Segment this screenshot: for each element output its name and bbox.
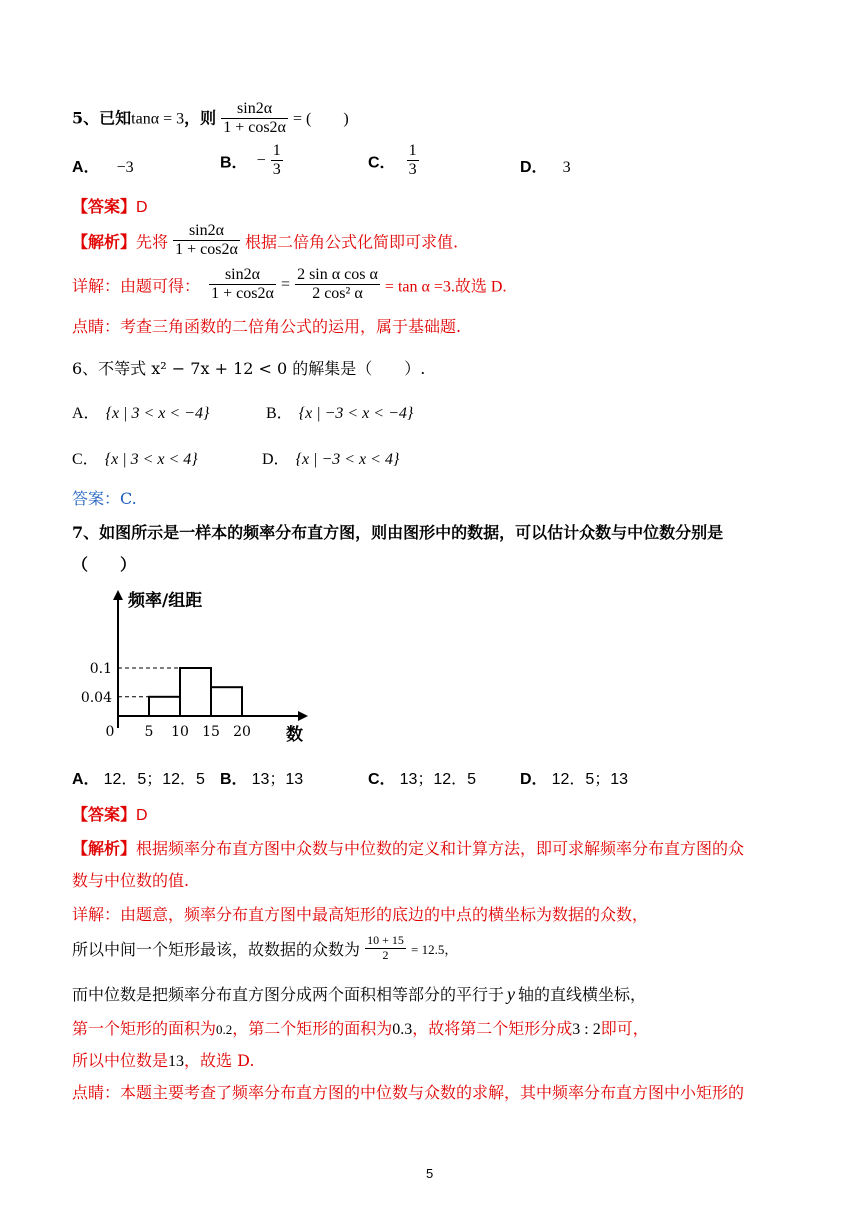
q7-detail-line4 xyxy=(72,1016,649,1039)
q5-detail-post: = tan α =3.故选 D. xyxy=(384,278,507,296)
q7-detail-line3-post: 轴的直线横坐标， xyxy=(518,985,647,1004)
q7-detail-line5-pre: 所以中位数是 xyxy=(72,1051,169,1070)
q5-analysis-pre: 先将 xyxy=(136,232,169,252)
q6-option-b-label: B． xyxy=(266,405,293,422)
q7-analysis-line1 xyxy=(72,836,744,859)
q5-detail-fraction-1 xyxy=(209,266,276,304)
q5-condition: tanα = 3 xyxy=(131,110,185,128)
q7-detail-line3 xyxy=(72,982,646,1005)
q7-detail-line2-denominator: 2 xyxy=(382,947,389,962)
q6-option-b xyxy=(266,400,413,423)
q6-option-d-label: D． xyxy=(262,451,290,468)
q7-detail-line2-fraction xyxy=(365,934,406,963)
q5-fraction-denominator: 1 + cos2α xyxy=(223,119,286,137)
q5-detail: 详解：由题可得： $\frac{\sin 2\alpha}{1 + \cos 2\alpha}$ = $\frac{\text{2 sin α cos α}}{\text{2 cos² α}}$ = tan α =3.故选 D. xyxy=(72,266,507,303)
q7-detail-line3-var: y xyxy=(507,984,516,1004)
q7-detail-line2-numerator: 10 + 15 xyxy=(367,933,404,947)
q5-comment: 点睛：考查三角函数的二倍角公式的运用，属于基础题. xyxy=(72,317,462,336)
q5-detail-fraction-2-denominator: 2 cos² α xyxy=(312,285,363,303)
q7-answer-tag: 【答案】 xyxy=(72,805,137,824)
q5-option-b-numerator: 1 xyxy=(271,142,283,161)
q5-answer-value: D xyxy=(136,199,148,216)
q7-detail-line4-v2: 0.3 xyxy=(392,1021,413,1038)
q7-option-d xyxy=(520,766,628,789)
q6-option-c-label: C． xyxy=(72,451,99,468)
q5-analysis xyxy=(72,222,458,260)
histogram-bar-1 xyxy=(149,697,180,716)
q7-option-b-label: B． xyxy=(220,771,248,788)
q7-detail-line2-pre: 所以中间一个矩形最该，故数据的众数为 xyxy=(72,939,361,959)
q5-option-b-label: B． xyxy=(220,154,248,172)
y-axis-label: 频率/组距 xyxy=(128,591,203,611)
q7-detail-line2 xyxy=(72,934,457,963)
q6-option-a-label: A． xyxy=(72,405,100,422)
page-number: 5 xyxy=(426,1166,434,1181)
q7-option-c-text: 13；12．5 xyxy=(399,771,477,788)
q7-option-d-text: 12．5；13 xyxy=(551,771,629,788)
x-axis-label: 数 xyxy=(286,725,303,745)
q6-stem: 6、不等式 x² − 7x + 12 < 0 的解集是（ ）. xyxy=(72,359,426,378)
q7-detail-line3-pre: 而中位数是把频率分布直方图分成两个面积相等部分的平行于 xyxy=(72,985,505,1004)
q6-option-d xyxy=(262,446,399,469)
q5-option-d xyxy=(520,154,571,177)
q7-option-c xyxy=(368,766,476,789)
q5-option-c-fraction xyxy=(407,142,419,180)
q5-analysis-fraction-numerator: sin2α xyxy=(173,222,240,241)
q6-option-c xyxy=(72,446,198,469)
q7-option-b xyxy=(220,766,303,789)
q5-detail-pre: 详解：由题可得： xyxy=(72,276,201,296)
x-tick-label: 10 xyxy=(171,724,189,740)
q5-detail-fraction-1-denominator: 1 + cos2α xyxy=(211,285,274,303)
q5-option-b-fraction xyxy=(271,142,283,180)
x-axis-arrow xyxy=(298,711,308,721)
q7-detail-line4-c: ，故将第二个矩形分成 xyxy=(412,1019,573,1038)
q6-option-d-text: {x | −3 < x < 4} xyxy=(295,451,400,468)
x-tick-label: 15 xyxy=(202,724,220,740)
q7-detail-line4-v1: 0.2 xyxy=(216,1022,233,1037)
y-axis-arrow xyxy=(113,590,123,600)
y-tick-label: 0.04 xyxy=(80,689,112,706)
q6-answer: 答案：C. xyxy=(72,489,137,508)
q7-comment: 点睛：本题主要考查了频率分布直方图的中位数与众数的求解，其中频率分布直方图中小矩形的 xyxy=(72,1083,745,1102)
q7-analysis-tag: 【解析】 xyxy=(72,839,137,858)
q5-analysis-tag: 【解析】 xyxy=(72,232,137,252)
q5-option-a xyxy=(72,154,134,177)
q5-option-a-label: A． xyxy=(72,159,100,176)
q5-option-c-numerator: 1 xyxy=(407,142,419,161)
q5-option-a-text: −3 xyxy=(116,159,134,176)
q7-option-a xyxy=(72,766,205,789)
q7-detail-line4-a: 第一个矩形的面积为 xyxy=(72,1019,217,1038)
q5-option-b xyxy=(220,142,283,180)
q6-option-c-text: {x | 3 < x < 4} xyxy=(104,451,198,468)
q5-option-b-denominator: 3 xyxy=(272,161,281,179)
histogram-bar-2 xyxy=(180,668,211,716)
histogram-chart xyxy=(72,586,312,756)
x-tick-label: 0 xyxy=(105,724,115,740)
y-tick-label: 0.1 xyxy=(89,661,112,677)
q7-detail-line1: 详解：由题意，频率分布直方图中最高矩形的底边的中点的横坐标为数据的众数， xyxy=(72,905,649,924)
q5-stem xyxy=(72,100,349,138)
q5-analysis-fraction xyxy=(173,222,240,260)
x-tick-label: 5 xyxy=(144,724,154,740)
q7-analysis-text1: 根据频率分布直方图中众数与中位数的定义和计算方法，即可求解频率分布直方图的众 xyxy=(136,839,745,858)
q5-option-c xyxy=(368,142,419,180)
q6-option-a-text: {x | 3 < x < −4} xyxy=(105,405,210,422)
q5-analysis-fraction-denominator: 1 + cos2α xyxy=(175,241,238,259)
q7-detail-line2-post: = 12.5， xyxy=(410,941,458,957)
q7-option-c-label: C． xyxy=(368,771,396,788)
q5-option-d-label: D． xyxy=(520,159,548,176)
q6-option-b-text: {x | −3 < x < −4} xyxy=(298,405,414,422)
q5-detail-fraction-2 xyxy=(295,266,380,304)
q7-detail-line4-v3: 3 : 2 xyxy=(572,1021,601,1038)
q5-fraction-numerator: sin2α xyxy=(221,100,288,119)
q7-answer xyxy=(72,802,148,825)
q7-option-b-text: 13；13 xyxy=(251,771,304,788)
q7-detail-line5-post: ，故选 D. xyxy=(184,1051,255,1070)
q5-option-d-text: 3 xyxy=(562,159,571,176)
q5-fraction xyxy=(221,100,288,138)
q5-answer xyxy=(72,194,148,217)
q5-detail-fraction-2-numerator: 2 sin α cos α xyxy=(295,266,380,285)
q7-analysis-line2: 数与中位数的值. xyxy=(72,871,190,890)
q7-option-a-text: 12．5；12．5 xyxy=(103,771,205,788)
q5-option-b-sign: − xyxy=(256,151,266,169)
q5-connector: ，则 xyxy=(184,108,217,128)
q7-detail-line5-value: 13 xyxy=(168,1053,185,1070)
q7-option-d-label: D． xyxy=(520,771,548,788)
q7-detail-line4-b: ，第二个矩形的面积为 xyxy=(232,1019,393,1038)
q5-answer-tag: 【答案】 xyxy=(72,197,137,216)
histogram-bar-3 xyxy=(211,687,242,716)
q5-detail-fraction-1-numerator: sin2α xyxy=(209,266,276,285)
q5-option-c-label: C． xyxy=(368,154,396,172)
q7-stem-line1: 7、如图所示是一样本的频率分布直方图，则由图形中的数据，可以估计众数与中位数分别是 xyxy=(72,523,724,542)
q5-tail: = ( ) xyxy=(293,110,349,128)
q5-number: 5、已知 xyxy=(72,108,132,128)
q7-answer-value: D xyxy=(136,807,148,824)
q7-detail-line5 xyxy=(72,1048,254,1071)
x-tick-label: 20 xyxy=(233,724,251,740)
q5-analysis-post: 根据二倍角公式化简即可求值. xyxy=(244,232,459,252)
q5-option-c-denominator: 3 xyxy=(408,161,417,179)
q7-option-a-label: A． xyxy=(72,771,100,788)
q7-stem-line2: （ ） xyxy=(72,555,137,574)
q7-detail-line4-d: 即可， xyxy=(600,1019,649,1038)
q6-option-a xyxy=(72,400,209,423)
